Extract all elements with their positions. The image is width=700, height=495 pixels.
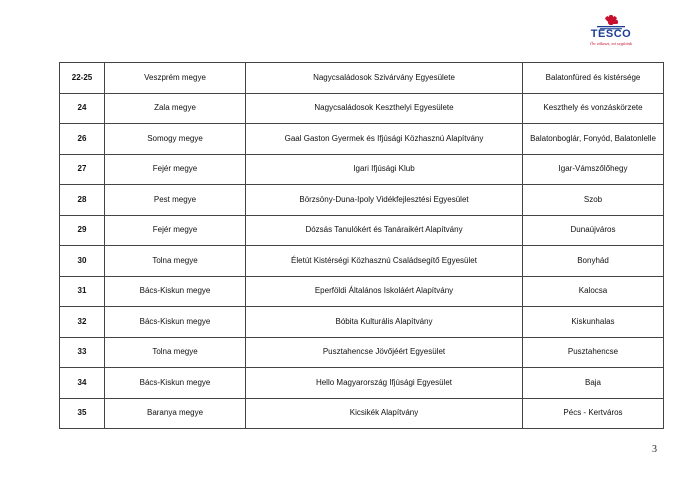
organization-cell: Nagycsaládosok Keszthelyi Egyesülete xyxy=(246,93,523,124)
place-cell: Kalocsa xyxy=(523,276,664,307)
organization-cell: Börzsöny-Duna-Ipoly Vidékfejlesztési Egyesület xyxy=(246,185,523,216)
county-cell: Fejér megye xyxy=(105,154,246,185)
county-cell: Bács-Kiskun megye xyxy=(105,276,246,307)
table-row xyxy=(60,63,664,94)
row-number-cell: 28 xyxy=(60,185,105,216)
organization-cell: Igari Ifjúsági Klub xyxy=(246,154,523,185)
county-cell: Somogy megye xyxy=(105,124,246,155)
organization-cell: Bóbita Kulturális Alapítvány xyxy=(246,307,523,338)
place-cell: Szob xyxy=(523,185,664,216)
organizations-table xyxy=(59,62,664,429)
place-cell: Balatonboglár, Fonyód, Balatonlelle xyxy=(523,124,664,155)
place-cell: Dunaújváros xyxy=(523,215,664,246)
county-cell: Fejér megye xyxy=(105,215,246,246)
place-cell: Baja xyxy=(523,368,664,399)
organization-cell: Hello Magyarország Ifjúsági Egyesület xyxy=(246,368,523,399)
county-cell: Bács-Kiskun megye xyxy=(105,307,246,338)
place-cell: Balatonfüred és kistérsége xyxy=(523,63,664,94)
row-number-cell: 30 xyxy=(60,246,105,277)
county-cell: Tolna megye xyxy=(105,337,246,368)
county-cell: Pest megye xyxy=(105,185,246,216)
place-cell: Pécs - Kertváros xyxy=(523,398,664,429)
row-number-cell: 26 xyxy=(60,124,105,155)
row-number-cell: 33 xyxy=(60,337,105,368)
brand-tagline: Ön választ, mi segítünk xyxy=(590,41,632,46)
county-cell: Zala megye xyxy=(105,93,246,124)
place-cell: Igar-Vámszőlőhegy xyxy=(523,154,664,185)
place-cell: Bonyhád xyxy=(523,246,664,277)
table-row xyxy=(60,276,664,307)
page-number: 3 xyxy=(652,444,657,455)
county-cell: Bács-Kiskun megye xyxy=(105,368,246,399)
row-number-cell: 24 xyxy=(60,93,105,124)
county-cell: Baranya megye xyxy=(105,398,246,429)
organization-cell: Életút Kistérségi Közhasznú Családsegítő Egyesület xyxy=(246,246,523,277)
table-row xyxy=(60,368,664,399)
table-row xyxy=(60,93,664,124)
organization-cell: Gaal Gaston Gyermek és Ifjúsági Közhasznú Alapítvány xyxy=(246,124,523,155)
organization-cell: Pusztahencse Jövőjéért Egyesület xyxy=(246,337,523,368)
table-row xyxy=(60,307,664,338)
place-cell: Keszthely és vonzáskörzete xyxy=(523,93,664,124)
row-number-cell: 27 xyxy=(60,154,105,185)
row-number-cell: 31 xyxy=(60,276,105,307)
table-row xyxy=(60,215,664,246)
table-row xyxy=(60,185,664,216)
organization-cell: Dózsás Tanulókért és Tanáraikért Alapítvány xyxy=(246,215,523,246)
table-body xyxy=(60,63,664,429)
place-cell: Kiskunhalas xyxy=(523,307,664,338)
row-number-cell: 22-25 xyxy=(60,63,105,94)
table-row xyxy=(60,337,664,368)
table-row xyxy=(60,124,664,155)
organization-cell: Nagycsaládosok Szivárvány Egyesülete xyxy=(246,63,523,94)
place-cell: Pusztahencse xyxy=(523,337,664,368)
organization-cell: Kicsikék Alapítvány xyxy=(246,398,523,429)
row-number-cell: 29 xyxy=(60,215,105,246)
table-row xyxy=(60,246,664,277)
row-number-cell: 34 xyxy=(60,368,105,399)
row-number-cell: 35 xyxy=(60,398,105,429)
table-row xyxy=(60,154,664,185)
brand-name: TESCO xyxy=(590,28,632,40)
organization-cell: Eperföldi Általános Iskoláért Alapítvány xyxy=(246,276,523,307)
row-number-cell: 32 xyxy=(60,307,105,338)
county-cell: Veszprém megye xyxy=(105,63,246,94)
county-cell: Tolna megye xyxy=(105,246,246,277)
table-row xyxy=(60,398,664,429)
